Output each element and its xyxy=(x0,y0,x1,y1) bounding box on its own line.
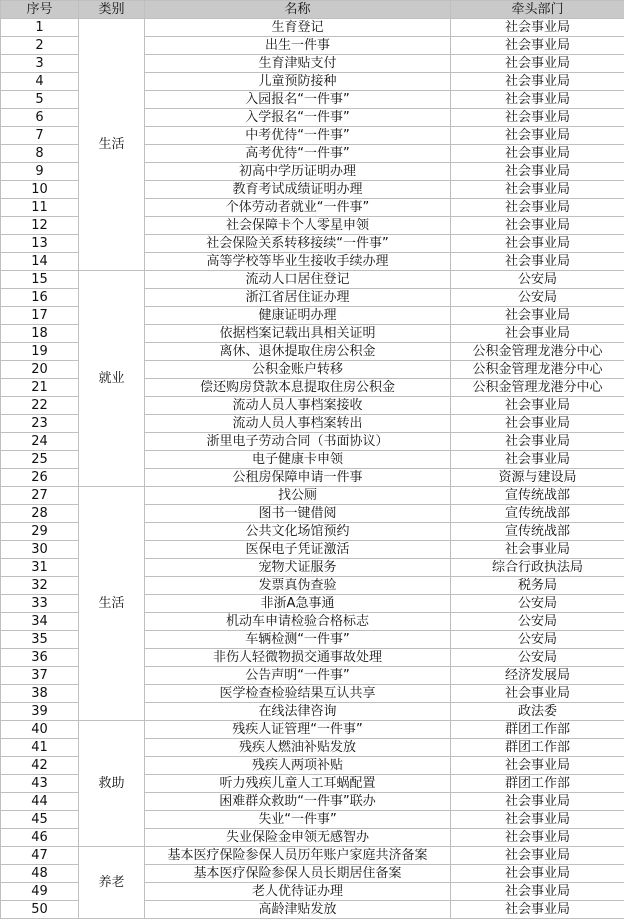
cell-department[interactable]: 社会事业局 xyxy=(451,235,624,253)
cell-name[interactable]: 流动人口居住登记 xyxy=(145,271,451,289)
cell-name[interactable]: 听力残疾儿童人工耳蜗配置 xyxy=(145,775,451,793)
cell-category[interactable]: 救助 xyxy=(79,721,145,847)
cell-name[interactable]: 机动车申请检验合格标志 xyxy=(145,613,451,631)
cell-no[interactable]: 42 xyxy=(1,757,79,775)
cell-department[interactable]: 社会事业局 xyxy=(451,793,624,811)
cell-department[interactable]: 社会事业局 xyxy=(451,757,624,775)
cell-department[interactable]: 社会事业局 xyxy=(451,847,624,865)
cell-no[interactable]: 41 xyxy=(1,739,79,757)
cell-category[interactable]: 养老 xyxy=(79,847,145,919)
cell-department[interactable]: 社会事业局 xyxy=(451,37,624,55)
cell-no[interactable]: 10 xyxy=(1,181,79,199)
cell-no[interactable]: 35 xyxy=(1,631,79,649)
cell-name[interactable]: 流动人员人事档案转出 xyxy=(145,415,451,433)
cell-department[interactable]: 社会事业局 xyxy=(451,397,624,415)
cell-no[interactable]: 1 xyxy=(1,19,79,37)
cell-no[interactable]: 36 xyxy=(1,649,79,667)
cell-no[interactable]: 48 xyxy=(1,865,79,883)
cell-no[interactable]: 14 xyxy=(1,253,79,271)
cell-department[interactable]: 社会事业局 xyxy=(451,145,624,163)
cell-department[interactable]: 社会事业局 xyxy=(451,685,624,703)
cell-name[interactable]: 医保电子凭证激活 xyxy=(145,541,451,559)
cell-department[interactable]: 公积金管理龙港分中心 xyxy=(451,343,624,361)
cell-category[interactable]: 生活 xyxy=(79,487,145,721)
cell-name[interactable]: 公共文化场馆预约 xyxy=(145,523,451,541)
cell-no[interactable]: 8 xyxy=(1,145,79,163)
cell-no[interactable]: 28 xyxy=(1,505,79,523)
cell-no[interactable]: 50 xyxy=(1,901,79,919)
cell-name[interactable]: 依据档案记载出具相关证明 xyxy=(145,325,451,343)
cell-name[interactable]: 入学报名“一件事” xyxy=(145,109,451,127)
cell-name[interactable]: 儿童预防接种 xyxy=(145,73,451,91)
cell-department[interactable]: 群团工作部 xyxy=(451,775,624,793)
cell-name[interactable]: 流动人员人事档案接收 xyxy=(145,397,451,415)
cell-department[interactable]: 公安局 xyxy=(451,595,624,613)
cell-department[interactable]: 综合行政执法局 xyxy=(451,559,624,577)
cell-name[interactable]: 医学检查检验结果互认共享 xyxy=(145,685,451,703)
cell-department[interactable]: 经济发展局 xyxy=(451,667,624,685)
cell-no[interactable]: 47 xyxy=(1,847,79,865)
cell-name[interactable]: 公租房保障申请一件事 xyxy=(145,469,451,487)
cell-no[interactable]: 22 xyxy=(1,397,79,415)
header-no[interactable]: 序号 xyxy=(1,1,79,19)
cell-department[interactable]: 社会事业局 xyxy=(451,541,624,559)
cell-name[interactable]: 高龄津贴发放 xyxy=(145,901,451,919)
cell-no[interactable]: 13 xyxy=(1,235,79,253)
cell-no[interactable]: 31 xyxy=(1,559,79,577)
cell-no[interactable]: 19 xyxy=(1,343,79,361)
cell-name[interactable]: 中考优待“一件事” xyxy=(145,127,451,145)
cell-no[interactable]: 38 xyxy=(1,685,79,703)
cell-no[interactable]: 44 xyxy=(1,793,79,811)
cell-no[interactable]: 21 xyxy=(1,379,79,397)
cell-name[interactable]: 入园报名“一件事” xyxy=(145,91,451,109)
cell-name[interactable]: 非浙A急事通 xyxy=(145,595,451,613)
cell-department[interactable]: 公安局 xyxy=(451,649,624,667)
cell-department[interactable]: 社会事业局 xyxy=(451,307,624,325)
cell-no[interactable]: 6 xyxy=(1,109,79,127)
cell-name[interactable]: 社会保障卡个人零星申领 xyxy=(145,217,451,235)
table-body xyxy=(1,19,624,919)
cell-name[interactable]: 老人优待证办理 xyxy=(145,883,451,901)
cell-no[interactable]: 4 xyxy=(1,73,79,91)
cell-no[interactable]: 29 xyxy=(1,523,79,541)
cell-department[interactable]: 社会事业局 xyxy=(451,415,624,433)
cell-no[interactable]: 17 xyxy=(1,307,79,325)
cell-no[interactable]: 45 xyxy=(1,811,79,829)
cell-name[interactable]: 浙江省居住证办理 xyxy=(145,289,451,307)
cell-name[interactable]: 初高中学历证明办理 xyxy=(145,163,451,181)
cell-no[interactable]: 24 xyxy=(1,433,79,451)
cell-no[interactable]: 32 xyxy=(1,577,79,595)
cell-department[interactable]: 社会事业局 xyxy=(451,883,624,901)
cell-department[interactable]: 公安局 xyxy=(451,271,624,289)
cell-name[interactable]: 出生一件事 xyxy=(145,37,451,55)
cell-name[interactable]: 发票真伪查验 xyxy=(145,577,451,595)
cell-department[interactable]: 公安局 xyxy=(451,613,624,631)
cell-no[interactable]: 23 xyxy=(1,415,79,433)
cell-no[interactable]: 12 xyxy=(1,217,79,235)
cell-name[interactable]: 健康证明办理 xyxy=(145,307,451,325)
header-department[interactable]: 牵头部门 xyxy=(451,1,624,19)
cell-department[interactable]: 税务局 xyxy=(451,577,624,595)
cell-name[interactable]: 生育登记 xyxy=(145,19,451,37)
header-name[interactable]: 名称 xyxy=(145,1,451,19)
cell-department[interactable]: 社会事业局 xyxy=(451,217,624,235)
cell-no[interactable]: 43 xyxy=(1,775,79,793)
header-row xyxy=(1,1,624,19)
cell-department[interactable]: 公积金管理龙港分中心 xyxy=(451,361,624,379)
cell-no[interactable]: 7 xyxy=(1,127,79,145)
cell-department[interactable]: 社会事业局 xyxy=(451,901,624,919)
table-row xyxy=(1,19,624,37)
cell-name[interactable]: 图书一键借阅 xyxy=(145,505,451,523)
table-row xyxy=(1,721,624,739)
cell-name[interactable]: 非伤人轻微物损交通事故处理 xyxy=(145,649,451,667)
cell-department[interactable]: 社会事业局 xyxy=(451,253,624,271)
cell-name[interactable]: 找公厕 xyxy=(145,487,451,505)
cell-name[interactable]: 生育津贴支付 xyxy=(145,55,451,73)
cell-no[interactable]: 39 xyxy=(1,703,79,721)
cell-no[interactable]: 11 xyxy=(1,199,79,217)
cell-department[interactable]: 社会事业局 xyxy=(451,811,624,829)
cell-department[interactable]: 社会事业局 xyxy=(451,199,624,217)
cell-no[interactable]: 16 xyxy=(1,289,79,307)
cell-no[interactable]: 40 xyxy=(1,721,79,739)
cell-department[interactable]: 社会事业局 xyxy=(451,55,624,73)
table-row xyxy=(1,847,624,865)
cell-no[interactable]: 46 xyxy=(1,829,79,847)
cell-name[interactable]: 离休、退休提取住房公积金 xyxy=(145,343,451,361)
cell-name[interactable]: 失业保险金申领无感智办 xyxy=(145,829,451,847)
cell-department[interactable]: 群团工作部 xyxy=(451,739,624,757)
cell-name[interactable]: 高考优待“一件事” xyxy=(145,145,451,163)
cell-no[interactable]: 34 xyxy=(1,613,79,631)
cell-name[interactable]: 基本医疗保险参保人员长期居住备案 xyxy=(145,865,451,883)
cell-name[interactable]: 教育考试成绩证明办理 xyxy=(145,181,451,199)
cell-name[interactable]: 残疾人燃油补贴发放 xyxy=(145,739,451,757)
cell-no[interactable]: 49 xyxy=(1,883,79,901)
table-row xyxy=(1,487,624,505)
cell-department[interactable]: 资源与建设局 xyxy=(451,469,624,487)
cell-no[interactable]: 20 xyxy=(1,361,79,379)
cell-no[interactable]: 3 xyxy=(1,55,79,73)
cell-department[interactable]: 社会事业局 xyxy=(451,325,624,343)
cell-name[interactable]: 基本医疗保险参保人员历年账户家庭共济备案 xyxy=(145,847,451,865)
cell-name[interactable]: 浙里电子劳动合同（书面协议） xyxy=(145,433,451,451)
cell-name[interactable]: 个体劳动者就业“一件事” xyxy=(145,199,451,217)
cell-department[interactable]: 社会事业局 xyxy=(451,181,624,199)
cell-name[interactable]: 在线法律咨询 xyxy=(145,703,451,721)
cell-department[interactable]: 社会事业局 xyxy=(451,127,624,145)
cell-category[interactable]: 生活 xyxy=(79,19,145,271)
cell-department[interactable]: 群团工作部 xyxy=(451,721,624,739)
cell-category[interactable]: 就业 xyxy=(79,271,145,487)
cell-no[interactable]: 5 xyxy=(1,91,79,109)
cell-name[interactable]: 公积金账户转移 xyxy=(145,361,451,379)
cell-department[interactable]: 宣传统战部 xyxy=(451,487,624,505)
cell-name[interactable]: 车辆检测“一件事” xyxy=(145,631,451,649)
cell-no[interactable]: 33 xyxy=(1,595,79,613)
cell-department[interactable]: 社会事业局 xyxy=(451,451,624,469)
cell-department[interactable]: 社会事业局 xyxy=(451,19,624,37)
cell-department[interactable]: 社会事业局 xyxy=(451,91,624,109)
cell-no[interactable]: 2 xyxy=(1,37,79,55)
cell-no[interactable]: 25 xyxy=(1,451,79,469)
cell-name[interactable]: 残疾人两项补贴 xyxy=(145,757,451,775)
cell-no[interactable]: 9 xyxy=(1,163,79,181)
cell-department[interactable]: 社会事业局 xyxy=(451,829,624,847)
cell-department[interactable]: 宣传统战部 xyxy=(451,505,624,523)
cell-department[interactable]: 宣传统战部 xyxy=(451,523,624,541)
cell-name[interactable]: 困难群众救助“一件事”联办 xyxy=(145,793,451,811)
cell-no[interactable]: 15 xyxy=(1,271,79,289)
cell-department[interactable]: 公安局 xyxy=(451,289,624,307)
cell-department[interactable]: 公积金管理龙港分中心 xyxy=(451,379,624,397)
cell-no[interactable]: 27 xyxy=(1,487,79,505)
header-category[interactable]: 类别 xyxy=(79,1,145,19)
cell-department[interactable]: 社会事业局 xyxy=(451,433,624,451)
cell-department[interactable]: 社会事业局 xyxy=(451,865,624,883)
cell-department[interactable]: 公安局 xyxy=(451,631,624,649)
cell-no[interactable]: 30 xyxy=(1,541,79,559)
cell-department[interactable]: 社会事业局 xyxy=(451,163,624,181)
cell-no[interactable]: 18 xyxy=(1,325,79,343)
cell-department[interactable]: 社会事业局 xyxy=(451,109,624,127)
cell-name[interactable]: 社会保险关系转移接续“一件事” xyxy=(145,235,451,253)
cell-no[interactable]: 37 xyxy=(1,667,79,685)
table-row xyxy=(1,271,624,289)
cell-name[interactable]: 宠物犬证服务 xyxy=(145,559,451,577)
cell-department[interactable]: 政法委 xyxy=(451,703,624,721)
cell-name[interactable]: 残疾人证管理“一件事” xyxy=(145,721,451,739)
cell-name[interactable]: 偿还购房贷款本息提取住房公积金 xyxy=(145,379,451,397)
cell-no[interactable]: 26 xyxy=(1,469,79,487)
cell-name[interactable]: 电子健康卡申领 xyxy=(145,451,451,469)
cell-name[interactable]: 失业“一件事” xyxy=(145,811,451,829)
cell-name[interactable]: 公告声明“一件事” xyxy=(145,667,451,685)
cell-department[interactable]: 社会事业局 xyxy=(451,73,624,91)
cell-name[interactable]: 高等学校等毕业生接收手续办理 xyxy=(145,253,451,271)
